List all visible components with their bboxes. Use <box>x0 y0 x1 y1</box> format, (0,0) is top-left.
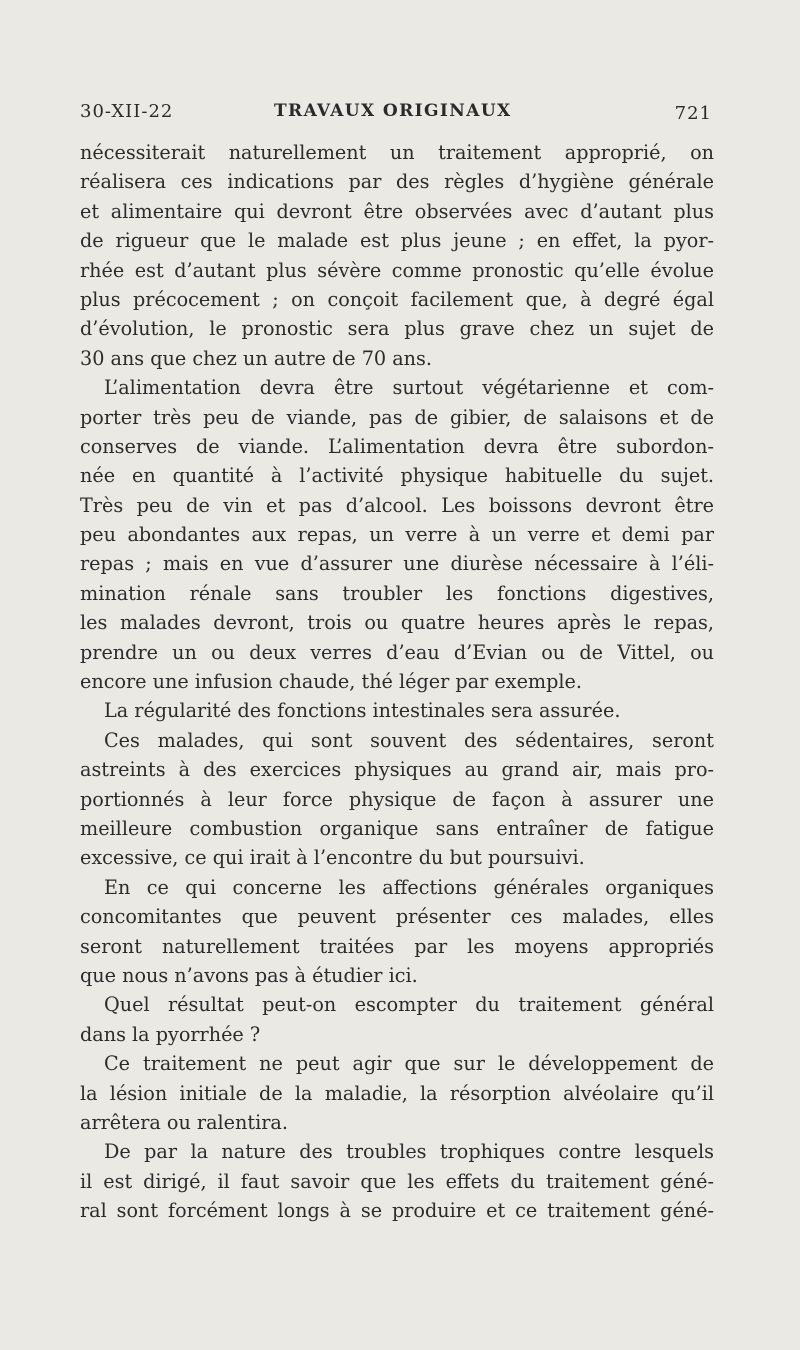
text-line: La régularité des fonctions intestinales sera assurée. <box>104 699 621 723</box>
text-line: conserves de viande. L’alimentation devra être subordon- <box>80 434 714 458</box>
text-line: nécessiterait naturellement un traitement approprié, on <box>80 141 714 164</box>
text-line: De par la nature des troubles trophiques contre lesquels <box>104 1140 714 1164</box>
text-line: porter très peu de viande, pas de gibier, de salaisons et de <box>80 405 714 429</box>
text-line: que nous n’avons pas à étudier ici. <box>80 963 418 987</box>
text-line: et alimentaire qui devront être observées avec d’autant plus <box>80 199 714 223</box>
text-line: née en quantité à l’activité physique habituelle du sujet. <box>80 464 714 488</box>
text-line: encore une infusion chaude, thé léger par exemple. <box>80 670 583 694</box>
page-number: 721 <box>674 103 712 124</box>
running-header <box>80 101 712 131</box>
text-line: dans la pyorrhée ? <box>80 1022 261 1046</box>
text-line: portionnés à leur force physique de façon à assurer une <box>80 787 714 811</box>
text-line: mination rénale sans troubler les fonctions digestives, <box>80 581 714 605</box>
body-text <box>80 138 714 1225</box>
text-line: arrêtera ou ralentira. <box>80 1110 288 1134</box>
text-line: Ce traitement ne peut agir que sur le développement de <box>104 1052 714 1076</box>
text-line: rhée est d’autant plus sévère comme pronostic qu’elle évolue <box>80 258 714 282</box>
text-line: réalisera ces indications par des règles d’hygiène générale <box>80 170 714 194</box>
text-line: ral sont forcément longs à se produire et ce traitement géné- <box>80 1199 714 1223</box>
text-line: astreints à des exercices physiques au grand air, mais pro- <box>80 758 714 782</box>
text-line: seront naturellement traitées par les moyens appropriés <box>80 934 714 958</box>
text-line: Quel résultat peut-on escompter du traitement général <box>104 993 714 1017</box>
text-line: Ces malades, qui sont souvent des sédentaires, seront <box>104 728 714 752</box>
text-line: les malades devront, trois ou quatre heures après le repas, <box>80 611 714 635</box>
text-line: Très peu de vin et pas d’alcool. Les boissons devront être <box>80 493 714 517</box>
header-title: TRAVAUX ORIGINAUX <box>274 101 512 121</box>
header-date: 30-XII-22 <box>80 101 174 122</box>
text-line: d’évolution, le pronostic sera plus grave chez un sujet de <box>80 317 714 341</box>
text-line: prendre un ou deux verres d’eau d’Evian ou de Vittel, ou <box>80 640 714 664</box>
text-line: repas ; mais en vue d’assurer une diurèse nécessaire à l’éli- <box>80 552 714 576</box>
text-line: excessive, ce qui irait à l’encontre du but poursuivi. <box>80 846 585 870</box>
text-line: plus précocement ; on conçoit facilement que, à degré égal <box>80 287 714 311</box>
text-line: meilleure combustion organique sans entraîner de fatigue <box>80 816 714 840</box>
text-line: de rigueur que le malade est plus jeune ; en effet, la pyor- <box>80 229 714 253</box>
text-line: L’alimentation devra être surtout végétarienne et com- <box>104 376 714 400</box>
text-line: peu abondantes aux repas, un verre à un verre et demi par <box>80 523 714 547</box>
text-line: 30 ans que chez un autre de 70 ans. <box>80 346 432 370</box>
text-line: la lésion initiale de la maladie, la résorption alvéolaire qu’il <box>80 1081 714 1105</box>
text-line: il est dirigé, il faut savoir que les effets du traitement géné- <box>80 1169 714 1193</box>
text-line: concomitantes que peuvent présenter ces malades, elles <box>80 905 714 929</box>
text-line: En ce qui concerne les affections générales organiques <box>104 875 714 899</box>
